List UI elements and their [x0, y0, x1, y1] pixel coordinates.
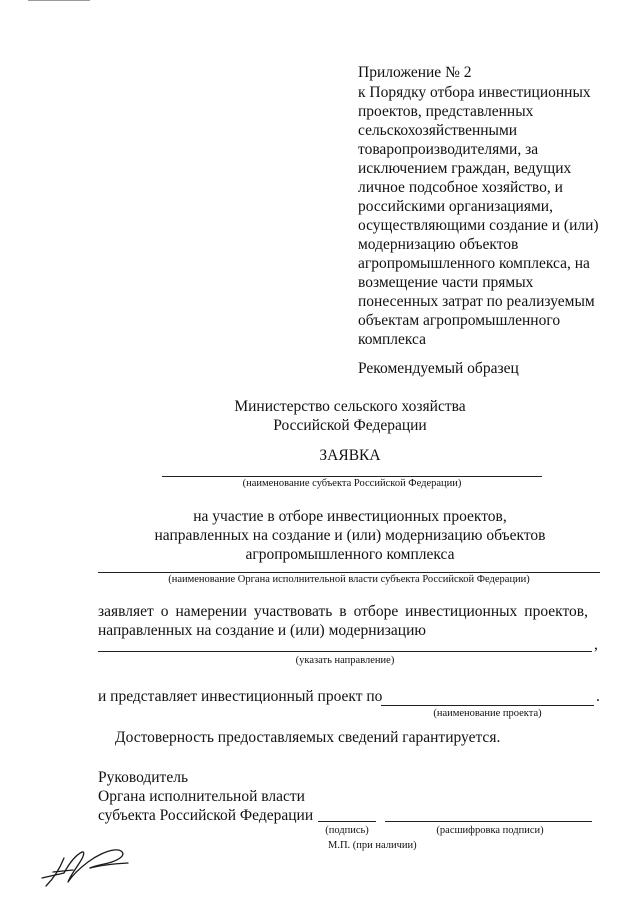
subject-fill-line	[162, 476, 542, 477]
addressee-line-1: Министерство сельского хозяйства	[234, 398, 466, 415]
direction-comma: ,	[594, 636, 598, 653]
purpose-line-1: на участие в отборе инвестиционных проектов,	[193, 508, 507, 525]
appendix-line: понесенных затрат по реализуемым	[358, 293, 595, 310]
signature-fill-line	[318, 821, 376, 822]
direction-fill-line	[98, 651, 592, 652]
signatory-line-2: Органа исполнительной власти	[98, 788, 305, 805]
decoding-fill-line	[385, 821, 592, 822]
project-period: .	[596, 688, 600, 705]
authority-caption: (наименование Органа исполнительной власти субъекта Российской Федерации)	[168, 574, 530, 585]
project-fill-line	[381, 705, 594, 706]
appendix-line: проектов, представленных	[358, 103, 534, 120]
appendix-line: осуществляющими создание и (или)	[358, 217, 599, 234]
authority-fill-line	[98, 572, 600, 573]
appendix-line: комплекса	[358, 331, 427, 348]
guarantee-statement: Достоверность предоставляемых сведений гарантируется.	[115, 729, 501, 746]
purpose-line-2: направленных на создание и (или) модернизацию объектов	[154, 527, 546, 544]
signatory-line-1: Руководитель	[98, 769, 189, 786]
appendix-line: возмещение части прямых	[358, 274, 534, 291]
addressee-line-2: Российской Федерации	[273, 417, 427, 434]
signature-caption: (подпись)	[325, 825, 369, 836]
appendix-line: личное подсобное хозяйство, и	[358, 179, 563, 196]
appendix-line: сельскохозяйственными	[358, 122, 518, 139]
appendix-line: российскими организациями,	[358, 198, 553, 215]
appendix-line: агропромышленного комплекса, на	[358, 255, 590, 272]
appendix-line: модернизацию объектов	[358, 236, 519, 253]
appendix-line: объектам агропромышленного	[358, 312, 561, 329]
appendix-title: Приложение № 2	[358, 64, 472, 81]
decoding-caption: (расшифровка подписи)	[436, 825, 544, 836]
scan-edge-mark	[28, 0, 90, 4]
signatory-line-3: субъекта Российской Федерации	[98, 807, 314, 824]
appendix-line: исключением граждан, ведущих	[358, 160, 572, 177]
subject-caption: (наименование субъекта Российской Федерации)	[242, 478, 462, 489]
handwritten-signature	[40, 842, 132, 894]
project-caption: (наименование проекта)	[433, 708, 542, 719]
sample-note: Рекомендуемый образец	[358, 360, 519, 377]
declaration-line-2: направленных на создание и (или) модернизацию	[98, 622, 426, 639]
project-text: и представляет инвестиционный проект по	[98, 688, 383, 705]
document-heading: ЗАЯВКА	[319, 447, 381, 464]
purpose-line-3: агропромышленного комплекса	[245, 546, 455, 563]
declaration-line-1: заявляет о намерении участвовать в отборе инвестиционных проектов,	[98, 603, 588, 620]
appendix-line: к Порядку отбора инвестиционных	[358, 84, 591, 101]
direction-caption: (указать направление)	[295, 655, 395, 666]
appendix-line: товаропроизводителями, за	[358, 141, 539, 158]
stamp-caption: М.П. (при наличии)	[328, 840, 417, 851]
